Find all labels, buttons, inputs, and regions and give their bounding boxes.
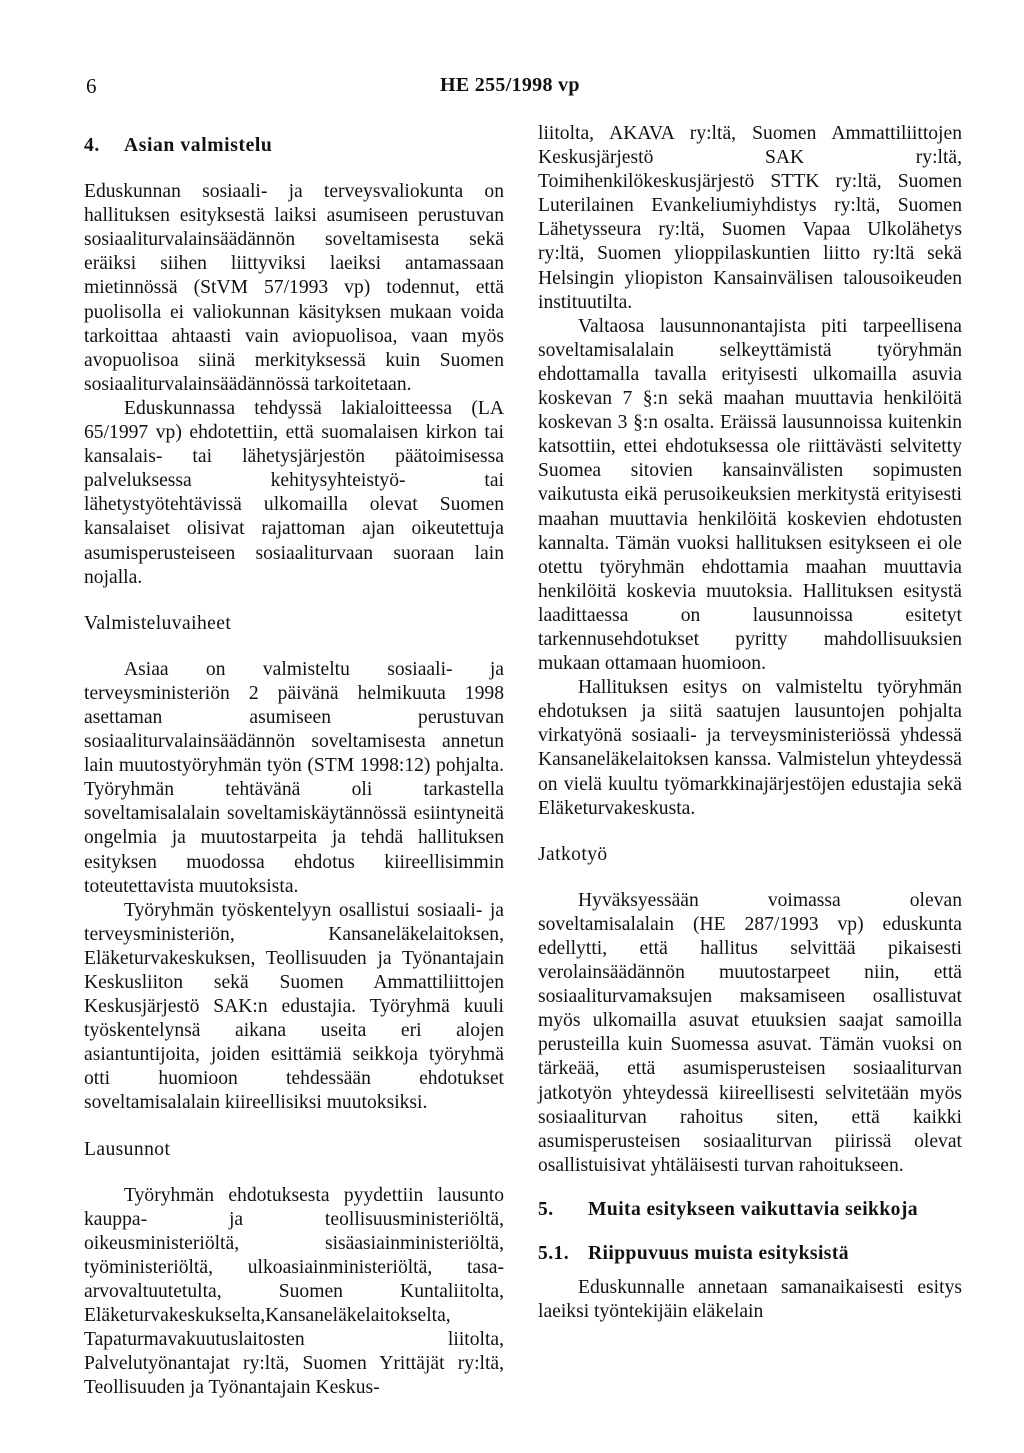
section-5-1-heading [538, 1242, 962, 1266]
subheading-valmisteluvaiheet: Valmisteluvaiheet [84, 612, 232, 634]
section-title: Asian valmistelu [124, 135, 273, 156]
section-title: Riippuvuus muista esityksistä [588, 1243, 849, 1265]
paragraph: liitolta, AKAVA ry:ltä, Suomen Ammattiliittojen Keskusjärjestö SAK ry:ltä, Toimihenkilökeskusjärjestö STTK ry:ltä, Suomen Luterilainen Evankeliumiyhdistys ry:ltä, Suomen Lähetysseura ry:ltä, Suomen Vapaa Ulkolähetys ry:ltä, Suomen ylioppilaskuntien liitto ry:ltä sekä Helsingin yliopiston Kansainvälisen talousoikeuden instituutilta. [538, 123, 962, 313]
left-column [84, 122, 504, 1401]
paragraph: Työryhmän työskentelyyn osallistui sosiaali- ja terveysministeriön, Kansaneläkelaitoksen, Eläketurvakeskuksen, Teollisuuden ja Työnantajain Keskusliiton sekä Suomen Ammattiliittojen Keskusjärjestö SAK:n edustajia. Työryhmä kuuli työskentelynsä aikana useita eri alojen asiantuntijoita, joiden esittämiä seikkoja työryhmä otti huomioon tehdessään ehdotukset soveltamisalalain kiireellisiksi muutoksiksi. [84, 899, 504, 1114]
subheading-jatkotyo: Jatkotyö [538, 843, 608, 865]
paragraph: Hyväksyessään voimassa olevan soveltamisalalain (HE 287/1993 vp) eduskunta edellytti, että hallitus selvittää pikaisesti verolainsäädännön muutostarpeet niin, että sosiaaliturvamaksujen maksamiseen osallistuvat myös ulkomailla asuvat etuuksien saajat samoilla perusteilla kuin Suomessa asuvat. Tämän vuoksi on tärkeää, että asumisperusteisen sosiaaliturvan jatkotyön yhteydessä kiireellisesti selvitetään myös sosiaaliturvan rahoitus siten, että kaikki asumisperusteisen sosiaaliturvan piirissä olevat osallistuisivat yhtäläisesti turvan rahoitukseen. [538, 889, 962, 1176]
section-4-heading [84, 134, 504, 158]
paragraph: Asiaa on valmisteltu sosiaali- ja terveysministeriön 2 päivänä helmikuuta 1998 asettaman asumiseen perustuvan sosiaaliturvalainsäädännön soveltamisesta annetun lain muutostyöryhmän työn (STM 1998:12) pohjalta. Työryhmän tehtävänä oli tarkastella soveltamisalalain soveltamiskäytännössä esiintyneitä ongelmia ja muutostarpeita ja tehdä hallituksen esityksen muodossa ehdotus kiireellisimmin toteutettavista muutoksista. [84, 658, 504, 897]
paragraph: Hallituksen esitys on valmisteltu työryhmän ehdotuksen ja siitä saatujen lausuntojen pohjalta virkatyönä sosiaali- ja terveysministeriössä yhdessä Kansaneläkelaitoksen kanssa. Valmistelun yhteydessä on vielä kuultu työmarkkinajärjestöjen edustajia sekä Eläketurvakeskusta. [538, 677, 962, 819]
paragraph: Eduskunnan sosiaali- ja terveysvaliokunta on hallituksen esityksestä laiksi asumiseen perustuvan sosiaaliturvalainsäädännön soveltamisesta sekä eräiksi siihen liittyviksi laeiksi antamassaan mietinnössä (StVM 57/1993 vp) todennut, että puolisolla ei valiokunnan käsityksen mukaan voida tarkoittaa ahtaasti vain aviopuolisoa, vaan myös avopuolisoa siinä merkityksessä kuin Suomen sosiaaliturvalainsäädännössä tarkoitetaan. [84, 181, 504, 395]
section-number: 5.1. [538, 1243, 569, 1265]
document-id: HE 255/1998 vp [440, 74, 580, 96]
paragraph: Eduskunnalle annetaan samanaikaisesti esitys laeiksi työntekijäin eläkelain [538, 1277, 962, 1323]
section-5-heading [538, 1198, 962, 1222]
paragraph: Eduskunnassa tehdyssä lakialoitteessa (LA 65/1997 vp) ehdotettiin, että suomalaisen kirkon tai kansalais- tai lähetysjärjestön päätoimisessa palveluksessa kehitysyhteistyö- tai lähetystyötehtävissä ulkomailla olevat Suomen kansalaiset olisivat rajattoman ajan oikeutettuja asumisperusteiseen sosiaaliturvaan suoraan lain nojalla. [84, 397, 504, 588]
section-title: Muita esitykseen vaikuttavia seikkoja [588, 1198, 918, 1220]
page-number: 6 [86, 74, 97, 98]
paragraph: Valtaosa lausunnonantajista piti tarpeellisena soveltamisalalain selkeyttämistä työryhmän ehdottamalla tavalla erityisesti ulkomailla asuvia koskevan 7 §:n sekä maahan muuttavia henkilöitä koskevan 3 §:n osalta. Eräissä lausunnoissa kuitenkin katsottiin, ettei ehdotuksessa ole riittävästi selvitetty Suomea sitovien kansainvälisten sopimusten vaikutusta eikä perusoikeuksien merkitystä erityisesti maahan muuttavia henkilöitä koskevien ehdotusten kannalta. Tämän vuoksi hallituksen esitykseen ei ole otettu työryhmän ehdottamia maahan muuttavia henkilöitä koskevia muutoksia. Hallituksen esitystä laadittaessa on lausunnoissa esitetyt tarkennusehdotukset pyritty mahdollisuuksien mukaan ottamaan huomioon. [538, 315, 962, 675]
right-column [538, 122, 962, 1324]
section-number: 4. [84, 135, 100, 156]
paragraph: Työryhmän ehdotuksesta pyydettiin lausunto kauppa- ja teollisuusministeriöltä, oikeusministeriöltä, sisäasiainministeriöltä, työministeriöltä, ulkoasiainministeriöltä, tasa-arvovaltuutetulta, Suomen Kuntaliitolta, Eläketurvakeskukselta,Kansaneläkelaitokselta, Tapaturmavakuutuslaitosten liitolta, Palvelutyönantajat ry:ltä, Suomen Yrittäjät ry:ltä, Teollisuuden ja Työnantajain Keskus- [84, 1184, 504, 1399]
section-number: 5. [538, 1198, 554, 1220]
subheading-lausunnot: Lausunnot [84, 1138, 171, 1160]
